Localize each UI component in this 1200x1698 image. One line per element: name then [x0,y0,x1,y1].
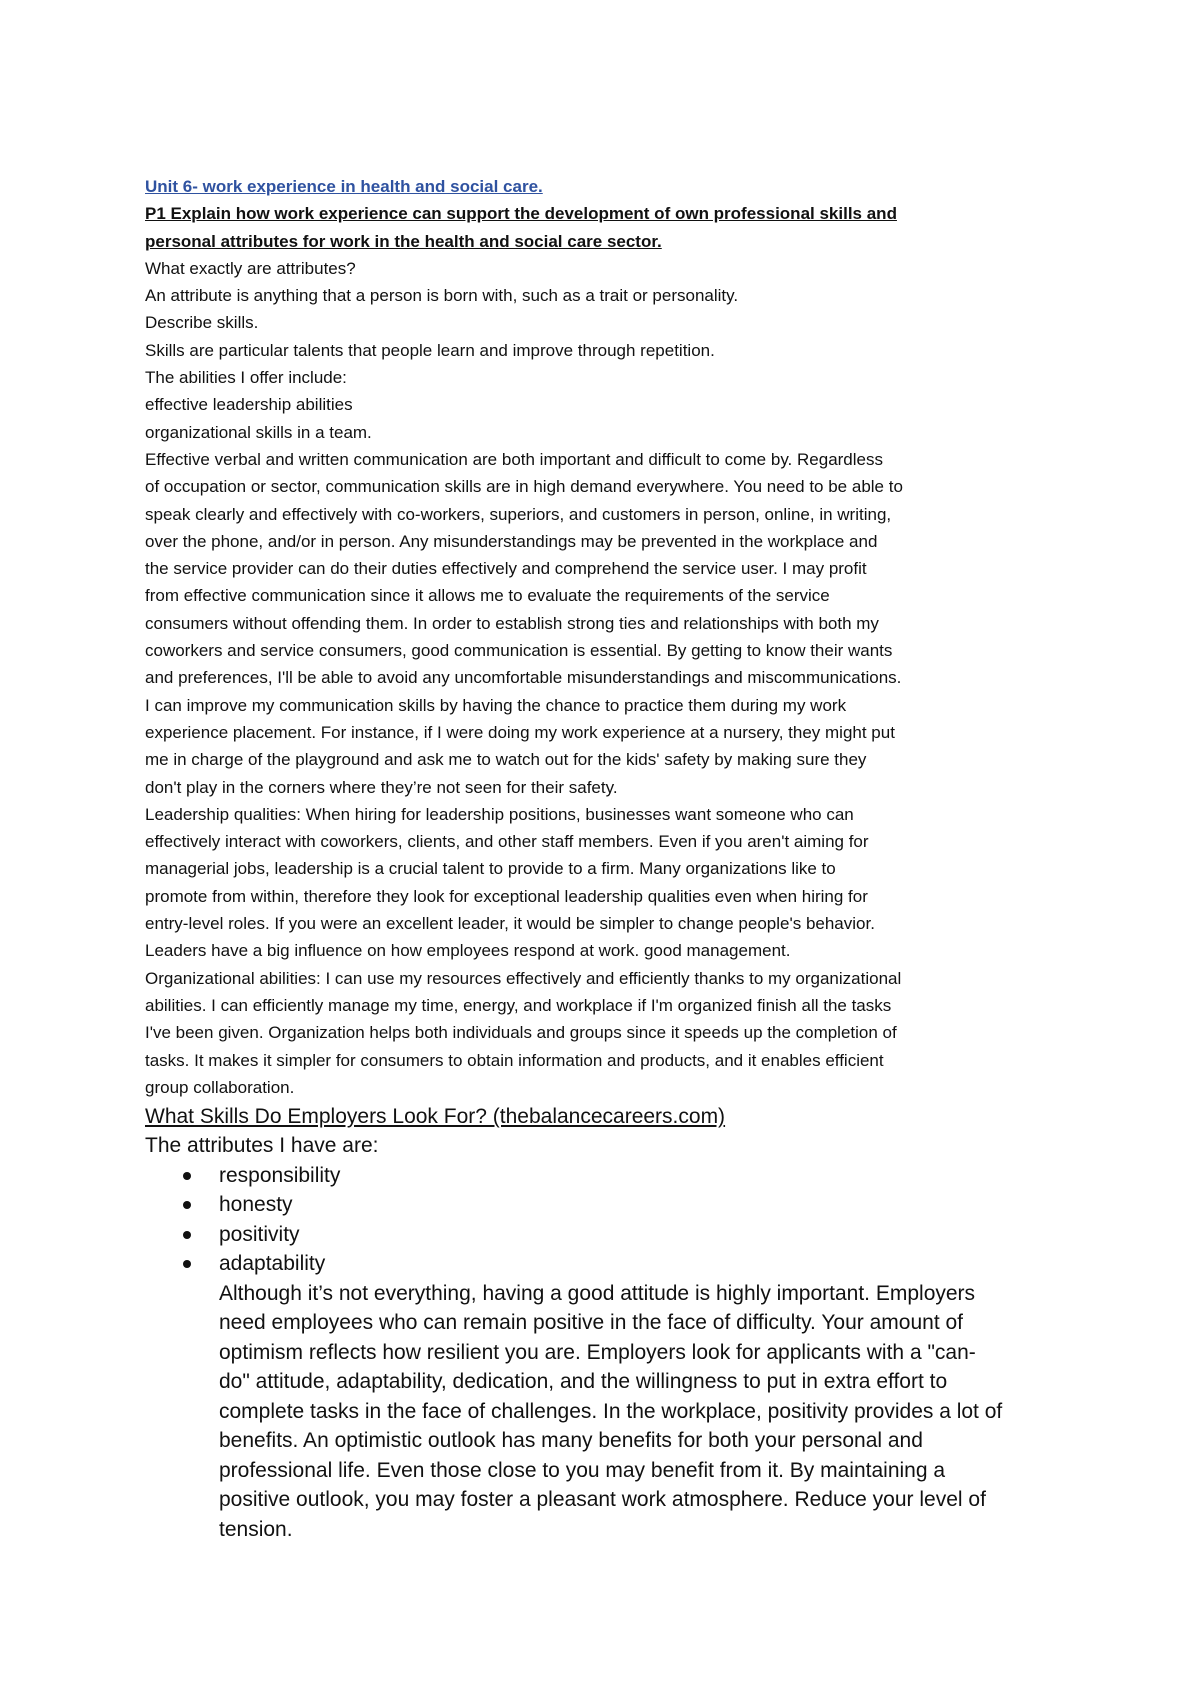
body-line: don't play in the corners where they’re not seen for their safety. [145,777,618,797]
bullet-icon [183,1231,191,1239]
body-line: abilities. I can efficiently manage my time, energy, and workplace if I'm organized finish all the tasks [145,995,892,1015]
paragraph-line: tension. [219,1517,293,1541]
paragraph-line: do" attitude, adaptability, dedication, and the willingness to put in extra effort to [219,1370,948,1394]
body-line: I've been given. Organization helps both individuals and groups since it speeds up the completion of [145,1023,897,1043]
body-line: entry-level roles. If you were an excellent leader, it would be simpler to change people's behavior. [145,914,875,934]
list-item [145,1249,1085,1279]
body-line: I can improve my communication skills by having the chance to practice them during my work [145,695,847,715]
bullet-icon [183,1201,191,1209]
paragraph-line: need employees who can remain positive in the face of difficulty. Your amount of [219,1311,964,1335]
body-line: tasks. It makes it simpler for consumers to obtain information and products, and it enables efficient [145,1050,884,1070]
body-line: Organizational abilities: I can use my resources effectively and efficiently thanks to my organizational [145,968,902,988]
paragraph-line: Although it’s not everything, having a good attitude is highly important. Employers [219,1281,976,1305]
document-content [145,173,1085,1544]
list-item-label: adaptability [219,1252,326,1276]
paragraph-line: positive outlook, you may foster a pleasant work atmosphere. Reduce your level of [219,1488,986,1512]
question-line: personal attributes for work in the health and social care sector. [145,231,662,251]
paragraph-line: professional life. Even those close to you may benefit from it. By maintaining a [219,1458,946,1482]
body-line: of occupation or sector, communication skills are in high demand everywhere. You need to be able to [145,477,903,497]
list-item [145,1190,1085,1220]
body-line: speak clearly and effectively with co-workers, superiors, and customers in person, online, in writing, [145,504,892,524]
body-line: over the phone, and/or in person. Any misunderstandings may be prevented in the workplace and [145,531,878,551]
closing-paragraph [145,1279,1085,1545]
body-line: Leadership qualities: When hiring for leadership positions, businesses want someone who can [145,804,854,824]
body-line: consumers without offending them. In order to establish strong ties and relationships with both my [145,613,879,633]
list-item-label: honesty [219,1193,293,1217]
paragraph-line: optimism reflects how resilient you are. Employers look for applicants with a "can- [219,1340,976,1364]
body-line: me in charge of the playground and ask me to watch out for the kids' safety by making sure they [145,750,867,770]
body-line: Describe skills. [145,313,259,333]
list-item [145,1161,1085,1191]
body-line: group collaboration. [145,1077,295,1097]
paragraph-line: benefits. An optimistic outlook has many benefits for both your personal and [219,1429,923,1453]
body-line: effectively interact with coworkers, clients, and other staff members. Even if you aren't aiming for [145,832,869,852]
body-line: Skills are particular talents that people learn and improve through repetition. [145,340,715,360]
body-line: effective leadership abilities [145,395,353,415]
bullet-icon [183,1260,191,1268]
body-line: experience placement. For instance, if I were doing my work experience at a nursery, they might put [145,722,895,742]
body-line: Effective verbal and written communication are both important and difficult to come by. Regardless [145,449,883,469]
document-title-link[interactable]: Unit 6- work experience in health and social care. [145,177,543,196]
body-line: The abilities I offer include: [145,368,347,388]
body-line: coworkers and service consumers, good communication is essential. By getting to know their wants [145,641,893,661]
body-line: managerial jobs, leadership is a crucial talent to provide to a firm. Many organizations like to [145,859,836,879]
question-line: P1 Explain how work experience can support the development of own professional skills and [145,204,897,224]
body-line: the service provider can do their duties effectively and comprehend the service user. I may profit [145,559,867,579]
attributes-list [145,1161,1085,1279]
body-line: from effective communication since it allows me to evaluate the requirements of the service [145,586,830,606]
paragraph-line: complete tasks in the face of challenges. In the workplace, positivity provides a lot of [219,1399,1003,1423]
bullet-icon [183,1172,191,1180]
body-line: Leaders have a big influence on how employees respond at work. good management. [145,941,791,961]
list-item-label: positivity [219,1222,300,1246]
body-line: organizational skills in a team. [145,422,372,442]
body-line: and preferences, I'll be able to avoid any uncomfortable misunderstandings and miscommunications. [145,668,902,688]
list-item-label: responsibility [219,1163,341,1187]
body-line: An attribute is anything that a person is born with, such as a trait or personality. [145,286,739,306]
attributes-intro: The attributes I have are: [145,1134,379,1158]
body-line: What exactly are attributes? [145,258,356,278]
body-line: promote from within, therefore they look for exceptional leadership qualities even when hiring for [145,886,868,906]
list-item [145,1220,1085,1250]
section-heading: What Skills Do Employers Look For? (thebalancecareers.com) [145,1105,726,1129]
